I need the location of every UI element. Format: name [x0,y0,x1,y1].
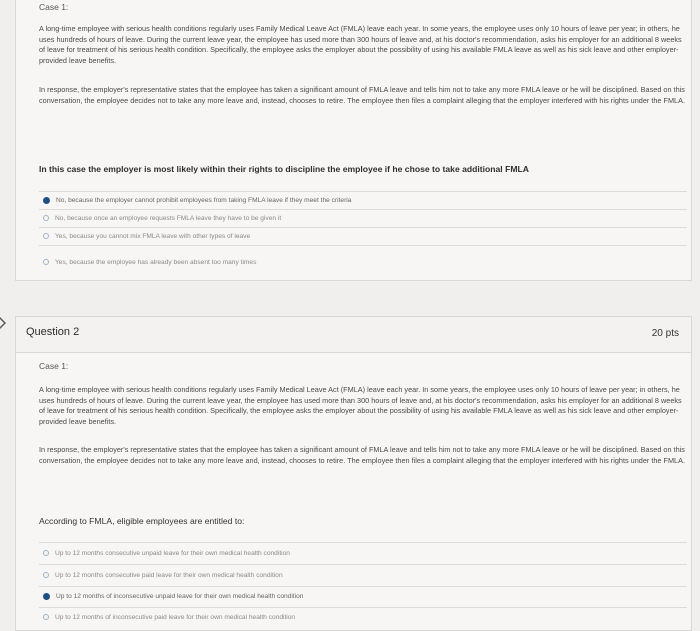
q2-divider [39,586,687,587]
q1-option-1[interactable] [43,193,351,207]
q1-divider [39,209,687,210]
q1-option-1-label: No, because the employer cannot prohibit employees from taking FMLA leave if they meet the criteria [56,196,352,204]
question-2-title: Question 2 [26,326,80,338]
question-2-card [15,316,692,631]
q2-option-1[interactable] [43,546,290,560]
q1-case-paragraph-2: In response, the employer's representative states that the employee has taken a significant amount of FMLA leave and tells him not to take any more FMLA leave or he will be disciplined. Based on this conversation, the employee decides not to take any more leave and, instead, chooses to retire. The employee then files a complaint alleging that the employer interfered with his rights under the FMLA. [39,85,686,105]
q2-divider [39,564,687,565]
question-2-header [16,317,691,353]
question-marker-icon [0,316,8,330]
q2-option-2-label: Up to 12 months consecutive paid leave for their own medical health condition [55,571,283,579]
radio-icon[interactable] [43,233,49,239]
q2-question-prompt: According to FMLA, eligible employees are entitled to: [39,516,245,526]
q1-case-label: Case 1: [39,2,69,12]
q2-case-label: Case 1: [39,361,69,371]
radio-icon[interactable] [43,572,49,578]
radio-icon[interactable] [43,259,49,265]
question-1-card [15,0,692,281]
q1-question-prompt: In this case the employer is most likely within their rights to discipline the employee if he chose to take additional FMLA [39,164,529,174]
q1-option-4-label: Yes, because the employee has already been absent too many times [55,258,257,266]
q2-divider [39,542,687,543]
q1-divider [39,191,687,192]
radio-selected-icon[interactable] [43,593,50,600]
q1-option-3[interactable] [43,229,250,243]
q1-option-3-label: Yes, because you cannot mix FMLA leave with other types of leave [55,232,251,240]
radio-selected-icon[interactable] [43,197,50,204]
q2-option-4[interactable] [43,610,295,624]
q1-divider [39,245,687,246]
radio-icon[interactable] [43,215,49,221]
q2-option-3[interactable] [43,589,303,603]
q1-divider [39,227,687,228]
q2-option-3-label: Up to 12 months of inconsecutive unpaid leave for their own medical health condition [56,592,304,600]
q1-option-2-label: No, because once an employee requests FMLA leave they have to be given it [55,214,282,222]
q2-case-paragraph-1: A long-time employee with serious health conditions regularly uses Family Medical Leave Act (FMLA) leave each year. In some years, the employee uses only 10 hours of leave per year; in others, he uses hundreds of hours of leave. During the current leave year, the employee has used more than 300 hours of leave and, at his doctor's recommendation, asks his employer for an additional 8 weeks of leave for treatment of his serious health condition. Specifically, the employee asks the employer about the possibility of using his available FMLA leave as well as his sick leave and other employer-provided leave benefits. [39,385,682,426]
q2-case-paragraph-2: In response, the employer's representative states that the employee has taken a significant amount of FMLA leave and tells him not to take any more FMLA leave or he will be disciplined. Based on this conversation, the employee decides not to take any more leave and, instead, chooses to retire. The employee then files a complaint alleging that the employer interfered with his rights under the FMLA. [39,445,686,465]
q2-option-2[interactable] [43,568,283,582]
question-2-points: 20 pts [651,328,679,339]
q2-option-1-label: Up to 12 months consecutive unpaid leave for their own medical health condition [55,549,290,557]
radio-icon[interactable] [43,550,49,556]
radio-icon[interactable] [43,614,49,620]
q1-option-4[interactable] [43,255,256,269]
q1-option-2[interactable] [43,211,281,225]
q1-case-paragraph-1: A long-time employee with serious health conditions regularly uses Family Medical Leave Act (FMLA) leave each year. In some years, the employee uses only 10 hours of leave per year; in others, he uses hundreds of hours of leave. During the current leave year, the employee has used more than 300 hours of leave and, at his doctor's recommendation, asks his employer for an additional 8 weeks of leave for treatment of his serious health condition. Specifically, the employee asks the employer about the possibility of using his available FMLA leave as well as his sick leave and other employer-provided leave benefits. [39,24,682,65]
q2-divider [39,607,687,608]
q2-option-4-label: Up to 12 months of inconsecutive paid leave for their own medical health condition [55,613,296,621]
